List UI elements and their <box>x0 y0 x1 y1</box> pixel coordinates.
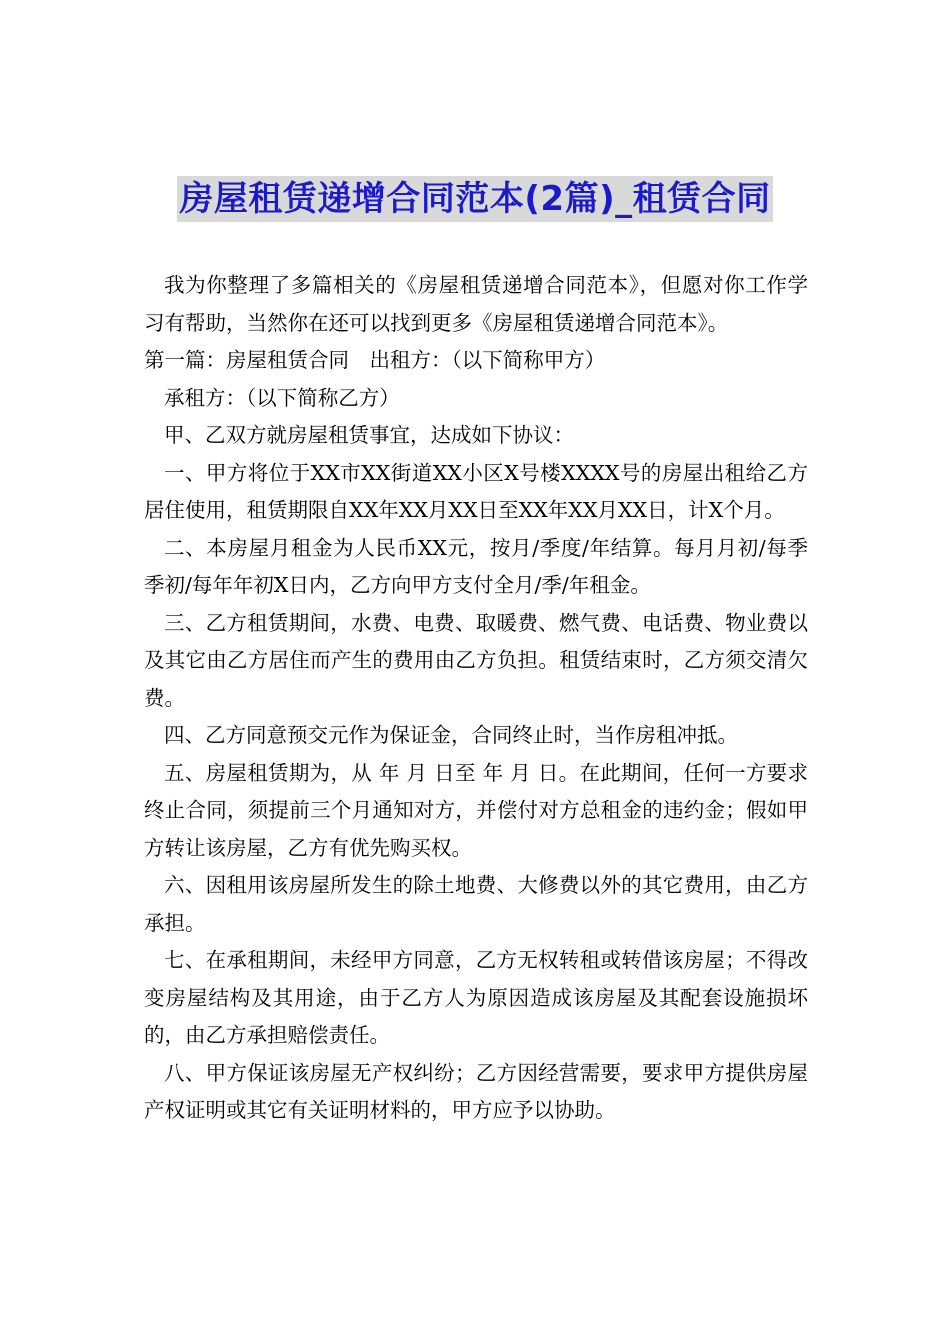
clause-paragraph: 三、乙方租赁期间，水费、电费、取暖费、燃气费、电话费、物业费以及其它由乙方居住而产生的费用由乙方负担。租赁结束时，乙方须交清欠费。 <box>144 610 808 710</box>
document-title: 房屋租赁递增合同范本(2篇)_租赁合同 <box>177 176 772 222</box>
agreement-paragraph: 甲、乙双方就房屋租赁事宜，达成如下协议： <box>164 423 574 447</box>
clause-paragraph: 二、本房屋月租金为人民币XX元，按月/季度/年结算。每月月初/每季季初/每年年初X日内，乙方向甲方支付全月/季/年租金。 <box>144 535 808 597</box>
tenant-paragraph: 承租方：（以下简称乙方） <box>164 385 400 410</box>
clause-paragraph: 四、乙方同意预交元作为保证金，合同终止时，当作房租冲抵。 <box>164 723 738 747</box>
section-heading-paragraph: 第一篇：房屋租赁合同 出租方：（以下简称甲方） <box>144 348 606 372</box>
title-area <box>0 176 950 222</box>
clause-paragraph: 一、甲方将位于XX市XX街道XX小区X号楼XXXX号的房屋出租给乙方居住使用，租赁期限自XX年XX月XX日至XX年XX月XX日，计X个月。 <box>144 460 808 522</box>
intro-paragraph: 我为你整理了多篇相关的《房屋租赁递增合同范本》，但愿对你工作学习有帮助，当然你在还可以找到更多《房屋租赁递增合同范本》。 <box>144 273 808 335</box>
clause-paragraph: 五、房屋租赁期为，从 年 月 日至 年 月 日。在此期间，任何一方要求终止合同，须提前三个月通知对方，并偿付对方总租金的违约金；假如甲方转让该房屋，乙方有优先购买权。 <box>144 760 808 860</box>
document-body <box>144 267 808 1130</box>
clause-paragraph: 七、在承租期间，未经甲方同意，乙方无权转租或转借该房屋；不得改变房屋结构及其用途，由于乙方人为原因造成该房屋及其配套设施损坏的，由乙方承担赔偿责任。 <box>144 948 808 1047</box>
clause-paragraph: 六、因租用该房屋所发生的除土地费、大修费以外的其它费用，由乙方承担。 <box>144 873 808 935</box>
clause-paragraph: 八、甲方保证该房屋无产权纠纷；乙方因经营需要，要求甲方提供房屋产权证明或其它有关证明材料的，甲方应予以协助。 <box>144 1060 808 1122</box>
